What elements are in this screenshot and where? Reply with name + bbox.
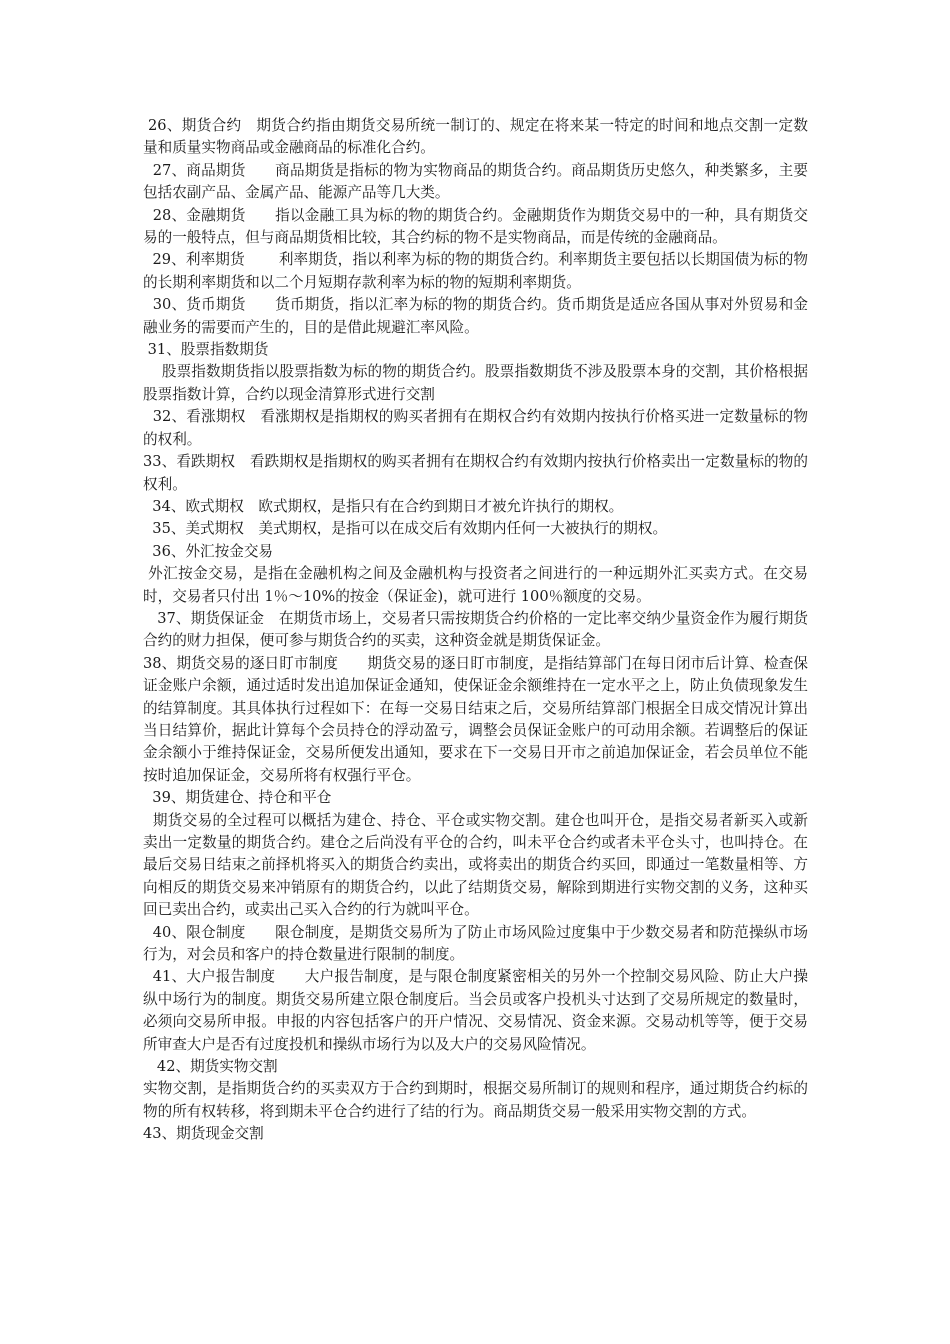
paragraph-29-interest-rate-futures: 29、利率期货 利率期货，指以利率为标的物的期货合约。利率期货主要包括以长期国债为标的物的长期利率期货和以二个月短期存款利率为标的物的短期利率期货。 <box>143 251 808 291</box>
paragraph-31-stock-index-futures: 股票指数期货指以股票指数为标的物的期货合约。股票指数期货不涉及股票本身的交割，其价格根据股票指数计算，合约以现金清算形式进行交割 <box>143 363 808 403</box>
paragraph-30-currency-futures: 30、货币期货 货币期货，指以汇率为标的物的期货合约。货币期货是适应各国从事对外贸易和金融业务的需要而产生的，目的是借此规避汇率风险。 <box>143 296 809 336</box>
heading-43-cash-delivery: 43、期货现金交割 <box>143 1125 264 1143</box>
paragraph-41-large-trader-report: 41、大户报告制度 大户报告制度，是与限仓制度紧密相关的另外一个控制交易风险、防止大户操纵中场行为的制度。期货交易所建立限仓制度后。当会员或客户投机头寸达到了交易所规定的数量时，必须向交易所申报。申报的内容包括客户的开户情况、交易情况、资金来源。交易动机等等，便于交易所审查大户是否有过度投机和操纵市场行为以及大户的交易风险情况。 <box>143 968 809 1053</box>
paragraph-39-open-hold-close: 期货交易的全过程可以概括为建仓、持仓、平仓或实物交割。建仓也叫开仓，是指交易者新买入或新卖出一定数量的期货合约。建仓之后尚没有平仓的合约，叫未平仓合约或者未平仓头寸，也叫持仓。在最后交易日结束之前择机将买入的期货合约卖出，或将卖出的期货合约买回，即通过一笔数量相等、方向相反的期货交易来冲销原有的期货合约，以此了结期货交易，解除到期进行实物交割的义务，这种买回已卖出合约，或卖出己买入合约的行为就叫平仓。 <box>143 811 808 919</box>
paragraph-40-position-limit: 40、限仓制度 限仓制度，是期货交易所为了防止市场风险过度集中于少数交易者和防范操纵市场行为，对会员和客户的持仓数量进行限制的制度。 <box>143 923 809 964</box>
heading-36-forex-margin-trading: 36、外汇按金交易 <box>143 542 274 560</box>
paragraph-34-european-option: 34、欧式期权 欧式期权，是指只有在合约到期日才被允许执行的期权。 <box>143 497 624 515</box>
paragraph-33-put-option: 33、看跌期权 看跌期权是指期权的购买者拥有在期权合约有效期内按执行价格卖出一定数量标的物的权利。 <box>143 453 808 493</box>
paragraph-28-financial-futures: 28、金融期货 指以金融工具为标的物的期货合约。金融期货作为期货交易中的一种，具有期货交易的一般特点，但与商品期货相比较，其合约标的物不是实物商品，而是传统的金融商品。 <box>143 206 809 247</box>
paragraph-32-call-option: 32、看涨期权 看涨期权是指期权的购买者拥有在期权合约有效期内按执行价格买进一定数量标的物的权利。 <box>143 408 809 448</box>
paragraph-42-physical-delivery: 实物交割，是指期货合约的买卖双方于合约到期时，根据交易所制订的规则和程序，通过期货合约标的物的所有权转移，将到期未平仓合约进行了结的行为。商品期货交易一般采用实物交割的方式。 <box>143 1080 808 1120</box>
paragraph-38-mark-to-market: 38、期货交易的逐日盯市制度 期货交易的逐日盯市制度，是指结算部门在每日闭市后计算、检查保证金账户余额，通过适时发出追加保证金通知，使保证金余额维持在一定水平之上，防止负债现象发生的结算制度。其具体执行过程如下：在每一交易日结束之后，交易所结算部门根据全日成交情况计算出当日结算价，据此计算每个会员持仓的浮动盈亏，调整会员保证金账户的可动用余额。若调整后的保证金余额小于维持保证金，交易所便发出通知，要求在下一交易日开市之前追加保证金，若会员单位不能按时追加保证金，交易所将有权强行平仓。 <box>143 654 808 784</box>
paragraph-35-american-option: 35、美式期权 美式期权，是指可以在成交后有效期内任何一大被执行的期权。 <box>143 520 668 538</box>
paragraph-36-forex-margin-trading: 外汇按金交易，是指在金融机构之间及金融机构与投资者之间进行的一种远期外汇买卖方式。在交易时，交易者只付出 1％～10%的按金（保证金)，就可进行 100％额度的交易。 <box>143 565 808 605</box>
document-body <box>143 115 808 1146</box>
heading-39-open-hold-close: 39、期货建仓、持仓和平仓 <box>143 789 332 807</box>
paragraph-26-futures-contract: 26、期货合约 期货合约指由期货交易所统一制订的、规定在将来某一特定的时间和地点交割一定数量和质量实物商品或金融商品的标准化合约。 <box>143 117 808 157</box>
heading-42-physical-delivery: 42、期货实物交割 <box>143 1058 278 1076</box>
heading-31-stock-index-futures: 31、股票指数期货 <box>143 341 269 359</box>
paragraph-37-futures-margin: 37、期货保证金 在期货市场上，交易者只需按期货合约价格的一定比率交纳少量资金作为履行期货合约的财力担保，便可参与期货合约的买卖，这种资金就是期货保证金。 <box>143 609 808 650</box>
paragraph-27-commodity-futures: 27、商品期货 商品期货是指标的物为实物商品的期货合约。商品期货历史悠久，种类繁多，主要包括农副产品、金属产品、能源产品等几大类。 <box>143 161 809 202</box>
